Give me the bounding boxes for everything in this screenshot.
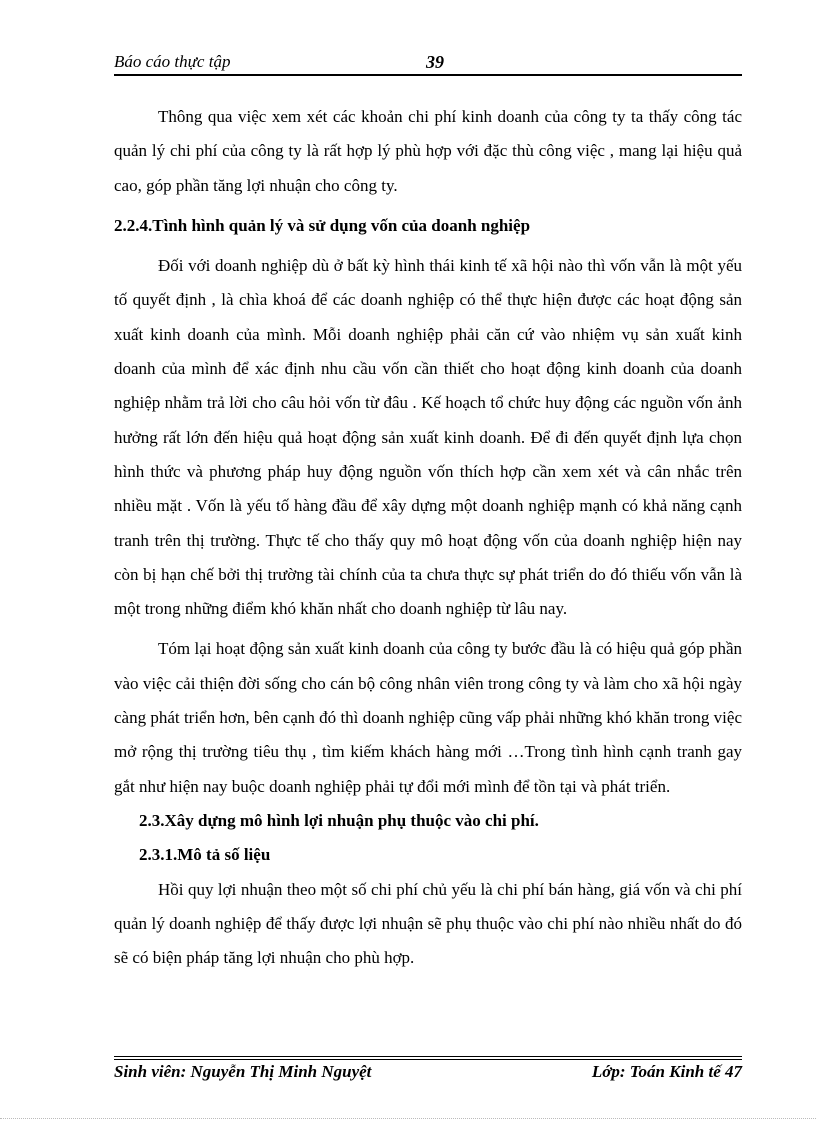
header-rule — [114, 74, 742, 76]
paragraph-capital: Đối với doanh nghiệp dù ở bất kỳ hình thái kinh tế xã hội nào thì vốn vẫn là một yếu tố quyết định , là chìa khoá để các doanh nghiệp có thể thực hiện được các hoạt động sản xuất kinh doanh của mình. Mỗi doanh nghiệp phải căn cứ vào nhiệm vụ sản xuất kinh doanh của mình để xác định nhu cầu vốn cần thiết cho hoạt động kinh doanh của doanh nghiệp nhằm trả lời cho câu hỏi vốn từ đâu . Kế hoạch tổ chức huy động các nguồn vốn ảnh hưởng rất lớn đến hiệu quả hoạt động sản xuất kinh doanh. Để đi đến quyết định lựa chọn hình thức và phương pháp huy động nguồn vốn thích hợp cần xem xét và cân nhắc trên nhiều mặt . Vốn là yếu tố hàng đầu để xây dựng một doanh nghiệp mạnh có khả năng cạnh tranh trên thị trường. Thực tế cho thấy quy mô hoạt động vốn của doanh nghiệp hiện nay còn bị hạn chế bởi thị trường tài chính của ta chưa thực sự phát triển do đó thiếu vốn vẫn là một trong những điểm khó khăn nhất cho doanh nghiệp từ lâu nay. — [114, 256, 742, 619]
section-heading-2-3-1: 2.3.1.Mô tả số liệu — [139, 845, 271, 865]
page-number: 39 — [426, 52, 444, 72]
class-name: Lớp: Toán Kinh tế 47 — [591, 1062, 742, 1081]
footer-rule-bottom — [114, 1059, 742, 1060]
page-header — [114, 52, 742, 76]
report-title: Báo cáo thực tập — [114, 52, 231, 71]
footer-rule-top — [114, 1056, 742, 1057]
document-body — [114, 100, 742, 975]
page-edge-dotted-line — [0, 1118, 816, 1119]
section-heading-2-2-4: 2.2.4.Tình hình quản lý và sử dụng vốn của doanh nghiệp — [114, 215, 531, 235]
paragraph-summary: Tóm lại hoạt động sản xuất kinh doanh của công ty bước đầu là có hiệu quả góp phần vào việc cải thiện đời sống cho cán bộ công nhân viên trong công ty và làm cho xã hội ngày càng phát triển hơn, bên cạnh đó thì doanh nghiệp cũng vấp phải những khó khăn trong việc mở rộng thị trường tiêu thụ , tìm kiếm khách hàng mới …Trong tình hình cạnh tranh gay gắt như hiện nay buộc doanh nghiệp phải tự đổi mới mình để tồn tại và phát triển. — [114, 639, 742, 796]
paragraph-regression: Hồi quy lợi nhuận theo một số chi phí chủ yếu là chi phí bán hàng, giá vốn và chi phí quản lý doanh nghiệp để thấy được lợi nhuận sẽ phụ thuộc vào chi phí nào nhiều nhất do đó sẽ có biện pháp tăng lợi nhuận cho phù hợp. — [114, 879, 742, 968]
page-footer — [114, 1062, 742, 1086]
section-heading-2-3: 2.3.Xây dựng mô hình lợi nhuận phụ thuộc vào chi phí. — [139, 810, 539, 830]
paragraph-cost-management: Thông qua việc xem xét các khoản chi phí kinh doanh của công ty ta thấy công tác quản lý chi phí của công ty là rất hợp lý phù hợp với đặc thù công việc , mang lại hiệu quả cao, góp phần tăng lợi nhuận cho công ty. — [114, 107, 742, 195]
student-name: Sinh viên: Nguyễn Thị Minh Nguyệt — [114, 1062, 372, 1081]
